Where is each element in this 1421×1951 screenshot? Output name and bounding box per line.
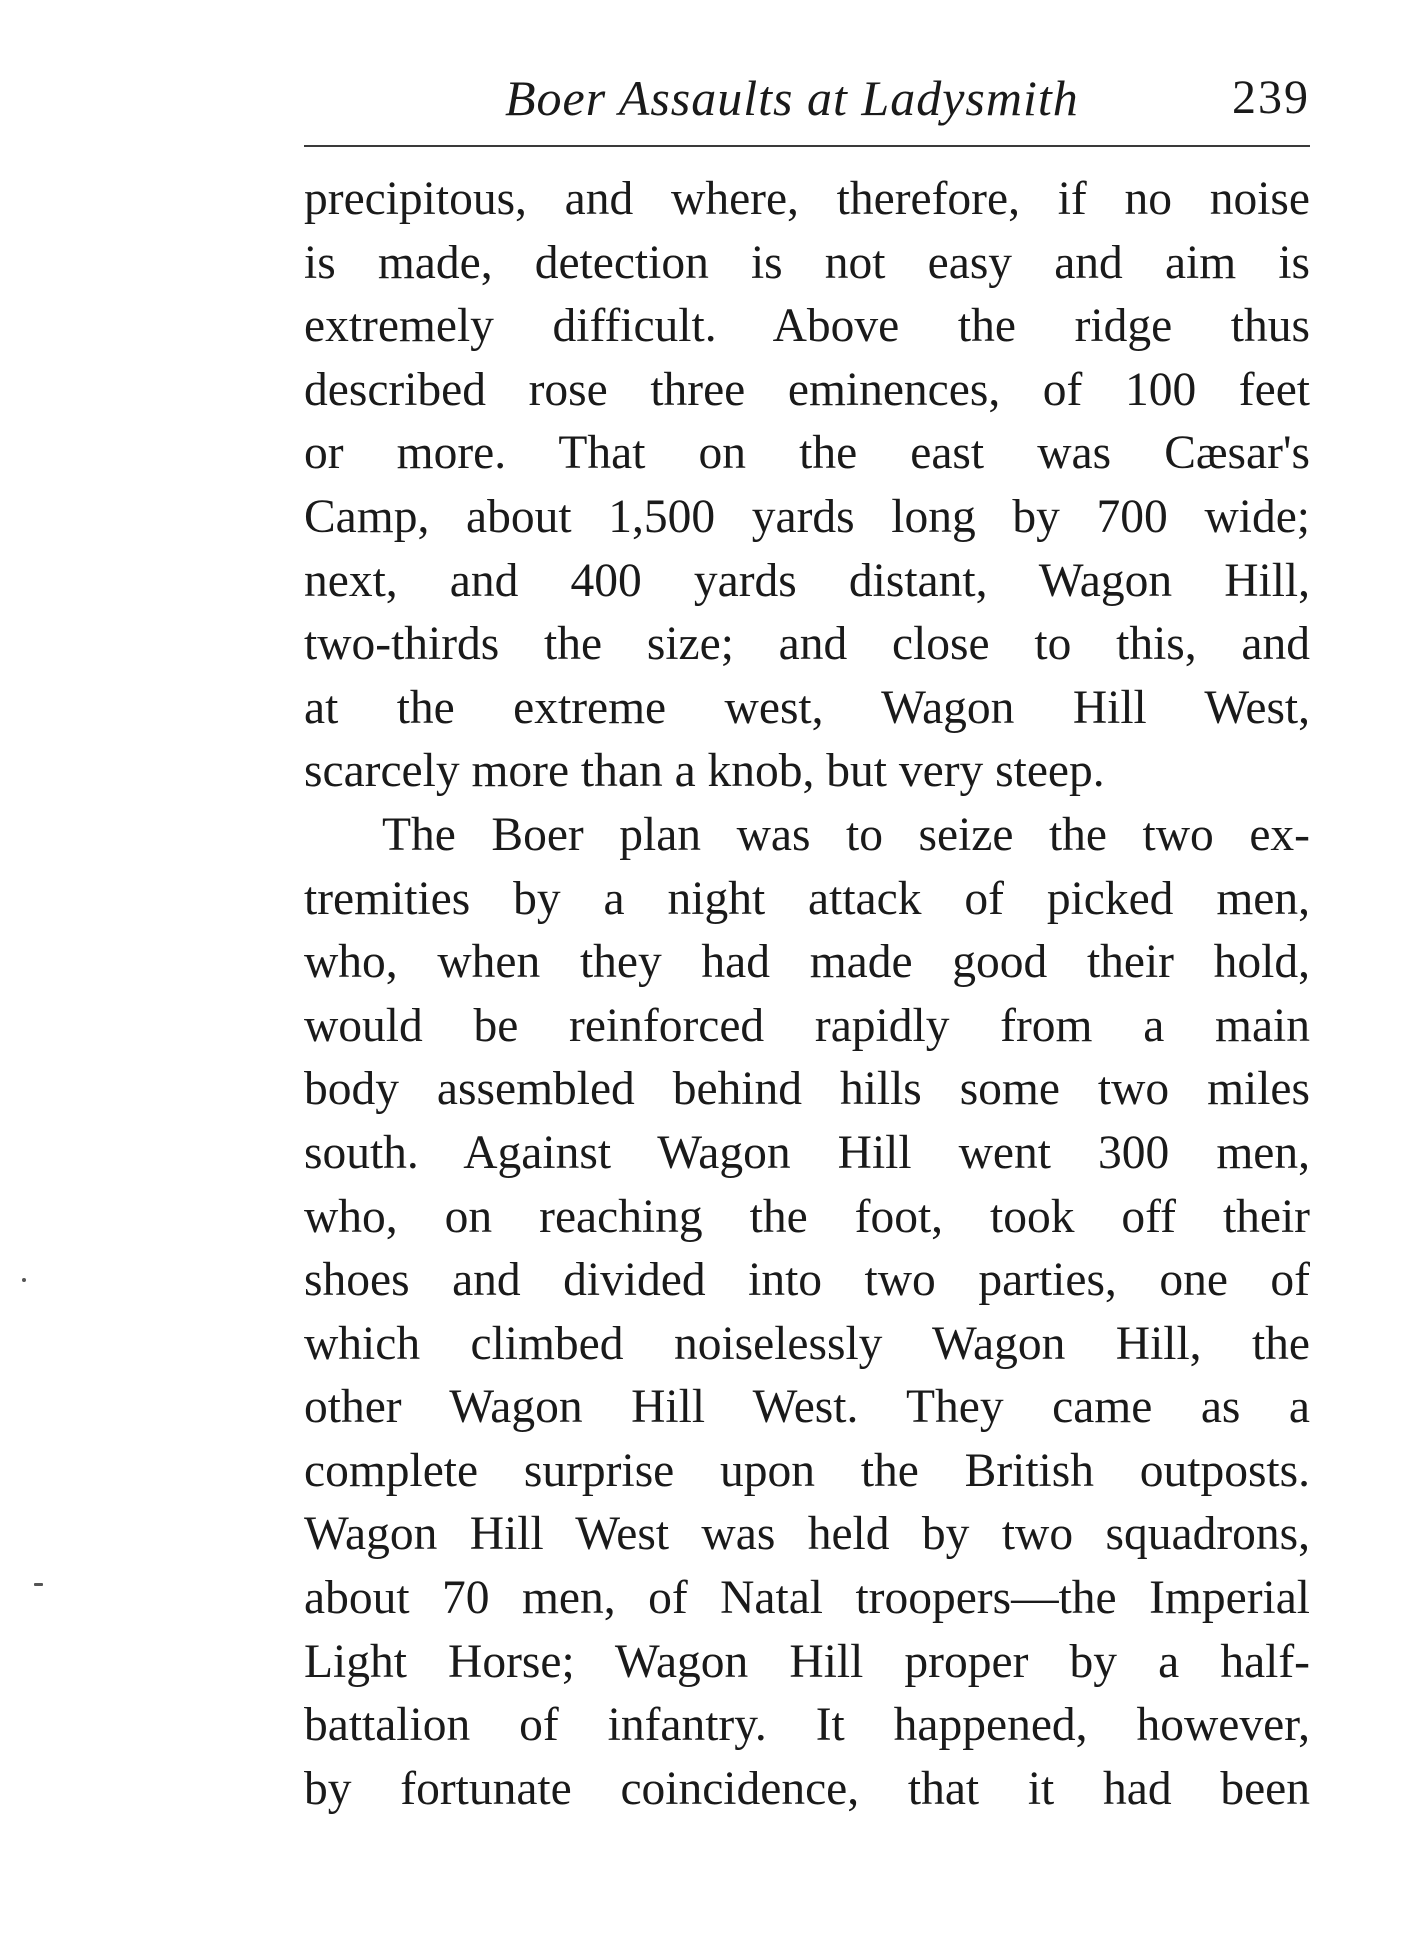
header-rule [304, 145, 1310, 147]
text-line: complete surprise upon the British outposts. [304, 1444, 1310, 1497]
text-line: described rose three eminences, of 100 feet [304, 363, 1310, 416]
text-line: next, and 400 yards distant, Wagon Hill, [304, 554, 1310, 607]
text-line: Camp, about 1,500 yards long by 700 wide; [304, 490, 1310, 543]
text-line: other Wagon Hill West. They came as a [304, 1381, 1310, 1434]
text-line: south. Against Wagon Hill went 300 men, [304, 1126, 1310, 1179]
text-line: two-thirds the size; and close to this, and [304, 618, 1310, 671]
body-text [304, 168, 1310, 1821]
text-line: by fortunate coincidence, that it had been [304, 1762, 1310, 1815]
text-line: tremities by a night attack of picked men, [304, 872, 1310, 925]
paragraph-2 [304, 804, 1310, 1822]
text-line: at the extreme west, Wagon Hill West, [304, 681, 1310, 734]
running-title: Boer Assaults at Ladysmith [505, 70, 1079, 126]
text-line: who, on reaching the foot, took off their [304, 1190, 1310, 1243]
text-line: Light Horse; Wagon Hill proper by a half- [304, 1635, 1310, 1688]
page-number: 239 [1232, 71, 1310, 124]
paragraph-1 [304, 168, 1310, 804]
text-line: The Boer plan was to seize the two ex- [382, 808, 1310, 861]
text-line: shoes and divided into two parties, one of [304, 1254, 1310, 1307]
text-line: extremely difficult. Above the ridge thus [304, 300, 1310, 353]
text-line: who, when they had made good their hold, [304, 936, 1310, 989]
text-line: or more. That on the east was Cæsar's [304, 427, 1310, 480]
text-line: Wagon Hill West was held by two squadrons, [304, 1508, 1310, 1561]
scan-speck [22, 1278, 26, 1282]
text-line: battalion of infantry. It happened, however, [304, 1699, 1310, 1752]
running-head [300, 66, 1310, 130]
text-line: which climbed noiselessly Wagon Hill, the [304, 1317, 1310, 1370]
text-line: scarcely more than a knob, but very steep. [304, 745, 1105, 798]
text-line: body assembled behind hills some two miles [304, 1063, 1310, 1116]
text-line: about 70 men, of Natal troopers—the Imperial [304, 1572, 1310, 1625]
text-line: precipitous, and where, therefore, if no noise [304, 173, 1310, 225]
text-line: is made, detection is not easy and aim is [304, 236, 1310, 289]
text-line: would be reinforced rapidly from a main [304, 999, 1310, 1052]
scan-speck [34, 1583, 43, 1586]
